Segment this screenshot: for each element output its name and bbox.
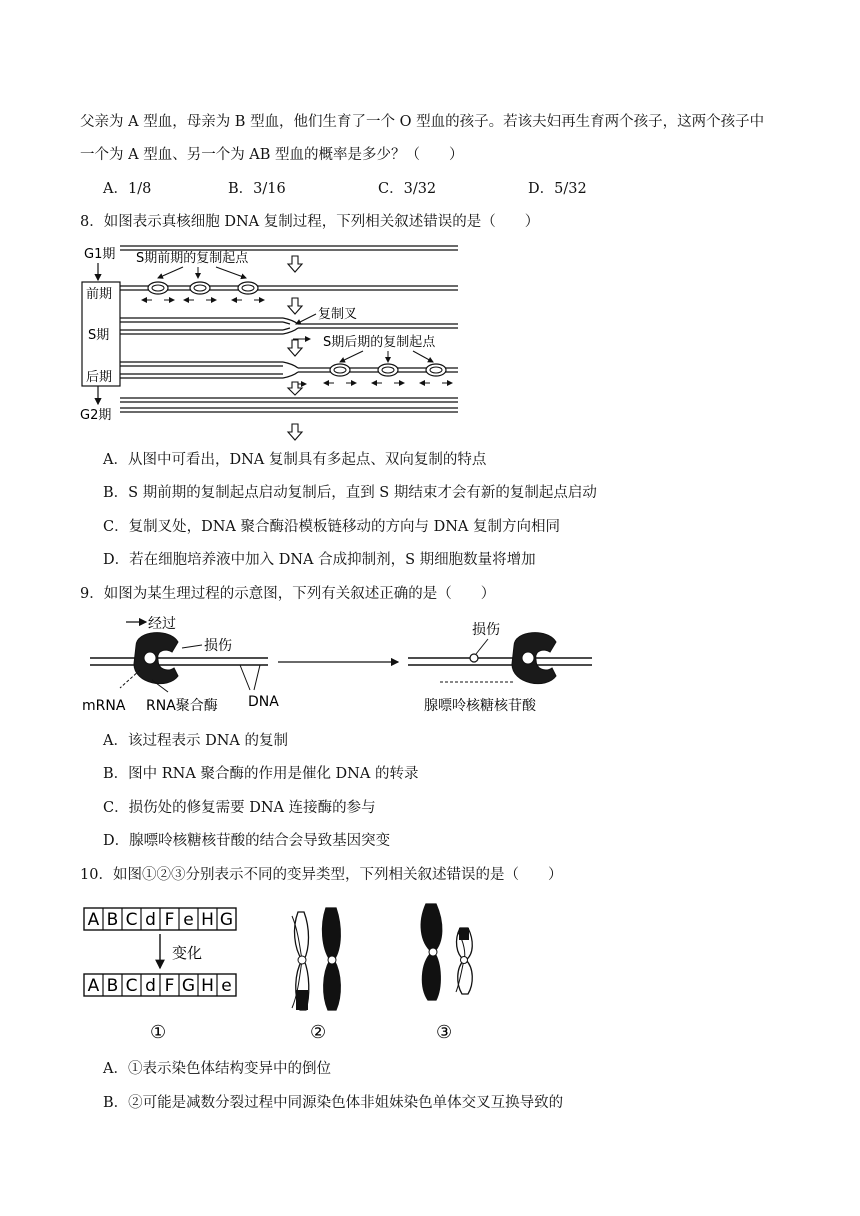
q10-top-gene: F	[164, 910, 175, 930]
q8-label-fork: 复制叉	[318, 307, 358, 322]
q9-label-damage: 损伤	[204, 638, 232, 654]
q10-bottom-gene: C	[125, 976, 138, 996]
q10-chromosome-pair-3	[421, 904, 472, 1000]
q10-option-a: A．①表示染色体结构变异中的倒位	[103, 1061, 331, 1077]
q9-option-b: B．图中 RNA 聚合酶的作用是催化 DNA 的转录	[103, 766, 419, 782]
q7-stem-line2: 一个为 A 型血、另一个为 AB 型血的概率是多少？（ ）	[80, 147, 464, 163]
q10-variation-figure	[80, 898, 500, 1048]
q8-label-s: S期	[88, 328, 110, 343]
q10-bottom-gene: B	[106, 976, 119, 996]
q10-top-gene: C	[125, 910, 138, 930]
q8-option-b: B．S 期前期的复制起点启动复制后，直到 S 期结束才会有新的复制起点启动	[103, 485, 597, 501]
q8-option-d: D．若在细胞培养液中加入 DNA 合成抑制剂，S 期细胞数量将增加	[103, 552, 536, 568]
q8-stem: 8．如图表示真核细胞 DNA 复制过程，下列相关叙述错误的是（ ）	[80, 214, 540, 230]
q10-top-gene: G	[219, 910, 234, 930]
q9-option-d: D．腺嘌呤核糖核苷酸的结合会导致基因突变	[103, 833, 391, 849]
q9-label-pass: 经过	[148, 616, 176, 632]
q10-label-3: ③	[436, 1022, 453, 1043]
q9-label-mrna: mRNA	[82, 698, 126, 714]
q10-label-1: ①	[150, 1022, 167, 1043]
q10-bottom-gene: F	[164, 976, 175, 996]
q10-top-gene: A	[87, 910, 100, 930]
q9-label-rna-polymerase: RNA聚合酶	[146, 698, 218, 714]
q7-option-b: B．3/16	[228, 181, 286, 197]
q8-label-early: 前期	[86, 287, 113, 302]
q10-option-b: B．②可能是减数分裂过程中同源染色体非姐妹染色单体交叉互换导致的	[103, 1095, 564, 1111]
q10-top-gene: B	[106, 910, 119, 930]
q8-stage-arrow	[288, 298, 302, 314]
q8-option-c: C．复制叉处，DNA 聚合酶沿模板链移动的方向与 DNA 复制方向相同	[103, 519, 560, 535]
q9-option-c: C．损伤处的修复需要 DNA 连接酶的参与	[103, 800, 376, 816]
q10-label-2: ②	[310, 1022, 327, 1043]
q10-stem: 10．如图①②③分别表示不同的变异类型，下列相关叙述错误的是（ ）	[80, 867, 563, 883]
q10-bottom-gene: e	[221, 976, 232, 996]
q7-options	[103, 180, 723, 198]
q9-label-damage-2: 损伤	[472, 622, 500, 638]
q8-replication-fork	[283, 318, 298, 334]
q7-option-a: A．1/8	[103, 181, 152, 197]
q8-replication-figure	[78, 238, 468, 448]
q8-label-g2: G2期	[80, 408, 112, 423]
q10-label-change: 变化	[172, 944, 203, 962]
q10-bottom-gene: H	[201, 976, 214, 996]
q8-stage-arrow	[288, 256, 302, 272]
q9-stem: 9．如图为某生理过程的示意图，下列有关叙述正确的是（ ）	[80, 586, 496, 602]
q10-bottom-gene: G	[181, 976, 196, 996]
q8-stage-arrow	[288, 424, 302, 440]
q8-label-late-origin: S期后期的复制起点	[323, 335, 436, 350]
q10-chromosome-pair-2	[292, 908, 340, 1010]
q10-bottom-gene: d	[145, 976, 156, 996]
q9-label-nucleotide: 腺嘌呤核糖核苷酸	[424, 698, 536, 714]
q10-top-gene: d	[145, 910, 156, 930]
q10-top-gene: H	[201, 910, 214, 930]
q9-transcription-figure	[78, 612, 598, 722]
q8-label-g1: G1期	[84, 247, 116, 262]
q10-top-gene: e	[183, 910, 194, 930]
q9-damage-site	[470, 654, 478, 662]
q8-label-early-origin: S期前期的复制起点	[136, 251, 249, 266]
q8-option-a: A．从图中可看出，DNA 复制具有多起点、双向复制的特点	[103, 452, 487, 468]
q8-label-late: 后期	[86, 370, 113, 385]
q7-stem-line1: 父亲为 A 型血，母亲为 B 型血，他们生育了一个 O 型血的孩子。若该夫妇再生育两个孩子，这两个孩子中	[80, 114, 765, 130]
q7-option-c: C．3/32	[378, 181, 437, 197]
q7-option-d: D．5/32	[528, 181, 587, 197]
q9-label-dna: DNA	[248, 694, 279, 710]
q10-bottom-gene: A	[87, 976, 100, 996]
q9-option-a: A．该过程表示 DNA 的复制	[103, 733, 288, 749]
q8-stage-arrow	[288, 340, 302, 356]
